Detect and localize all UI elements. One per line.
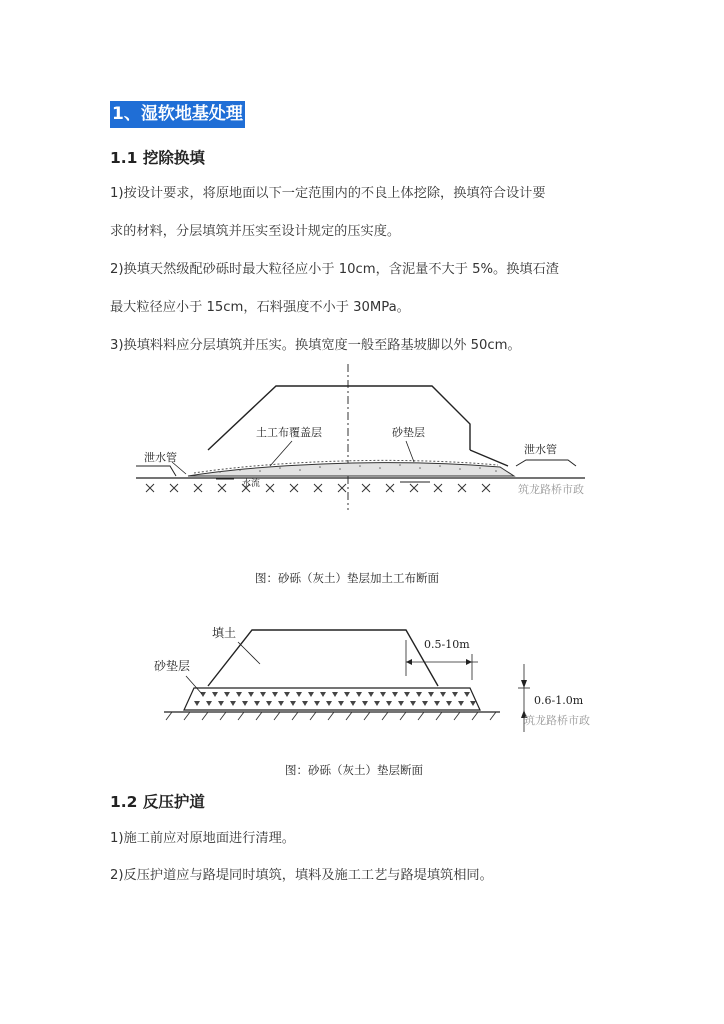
dim-thickness-label: 0.6-1.0m (534, 694, 584, 707)
subsection-heading-1-2: 1.2 反压护道 (110, 793, 205, 811)
subsection-heading-1-1: 1.1 挖除换填 (110, 149, 205, 167)
dim-width-label: 0.5-10m (424, 638, 470, 651)
figure-1-caption: 图：砂砾（灰土）垫层加土工布断面 (255, 571, 439, 585)
paragraph-3: 3)换填料料应分层填筑并压实。换填宽度一般至路基坡脚以外 50cm。 (110, 338, 521, 353)
fill-leader (238, 642, 260, 664)
paragraph-1-line-2: 求的材料，分层填筑并压实至设计规定的压实度。 (110, 224, 401, 239)
dim-thickness-arrow-top (521, 680, 527, 688)
sand-leader (406, 441, 414, 462)
label-fill: 填土 (212, 626, 237, 640)
paragraph-1-line-1: 1)按设计要求，将原地面以下一定范围内的不良上体挖除，换填符合设计要 (110, 186, 546, 201)
label-drain-right: 泄水管 (524, 443, 557, 456)
label-drain-left: 泄水管 (144, 451, 177, 464)
watermark: 筑龙路桥市政 (518, 483, 584, 496)
paragraph-1-2-2: 2)反压护道应与路堤同时填筑，填料及施工工艺与路堤填筑相同。 (110, 868, 493, 883)
soft-soil-marks (146, 484, 490, 492)
section-heading: 1、湿软地基处理 (110, 101, 245, 128)
sand-cushion-layer (184, 688, 480, 710)
label-water-flow: 水流 (242, 479, 261, 489)
dim-width-arrow-right (466, 659, 472, 665)
ditch-left (136, 466, 176, 476)
label-sand-cushion: 砂垫层 (154, 659, 191, 673)
label-sand-cushion: 砂垫层 (392, 426, 425, 439)
paragraph-2-line-1: 2)换填天然级配砂砾时最大粒径应小于 10cm，含泥量不大于 5%。换填石渣 (110, 262, 559, 277)
ground-hatch (166, 712, 496, 720)
embankment-outline (208, 630, 438, 686)
label-geotextile: 土工布覆盖层 (256, 426, 322, 439)
figure-2-caption: 图：砂砾（灰土）垫层断面 (285, 763, 423, 777)
figure-geotextile-cross-section (130, 362, 610, 512)
paragraph-2-line-2: 最大粒径应小于 15cm，石料强度不小于 30MPa。 (110, 300, 410, 315)
ditch-right (516, 460, 576, 466)
paragraph-1-2-1: 1)施工前应对原地面进行清理。 (110, 831, 295, 846)
embankment-toe-right (470, 450, 508, 466)
geotextile-leader (270, 441, 292, 466)
embankment-outline (208, 386, 470, 450)
dim-width-arrow-left (406, 659, 412, 665)
sand-cushion-layer (188, 463, 514, 476)
figure-sand-cushion-cross-section (150, 620, 610, 738)
watermark: 筑龙路桥市政 (524, 714, 590, 727)
